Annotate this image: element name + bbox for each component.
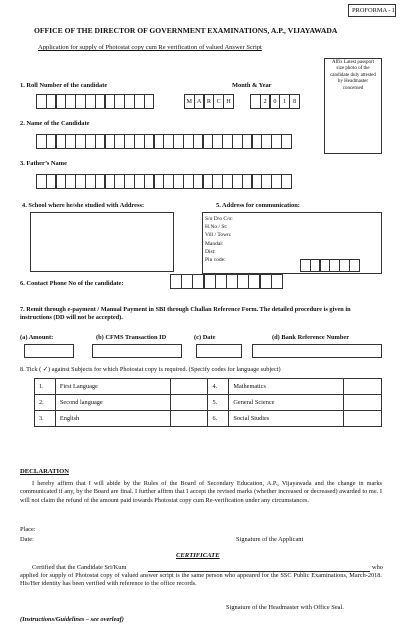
father-name-boxes[interactable] [36, 174, 291, 189]
instructions-note: (Instructions/Guidelines – see overleaf) [20, 616, 124, 623]
candidate-name-boxes[interactable] [36, 134, 291, 149]
phone-label: 6. Contact Phone No of the candidate: [20, 280, 124, 287]
phone-cell[interactable] [271, 274, 283, 289]
month-cell: R [204, 94, 215, 109]
address-line: H.No / St: [205, 224, 228, 231]
address-line: Mandal: [205, 240, 224, 247]
address-label: 5. Address for communication: [216, 202, 300, 209]
tick-box[interactable] [344, 411, 382, 427]
table-row [35, 411, 382, 427]
certificate-title: CERTIFICATE [176, 552, 220, 559]
subject-no: 6. [208, 411, 229, 427]
address-line: S/o D/o C/o: [205, 216, 233, 222]
subject-name: Mathematics [229, 379, 344, 395]
year-cell: 0 [270, 94, 281, 109]
address-line: Pin code: [205, 257, 226, 264]
subject-no: 2. [35, 395, 56, 411]
subject-name: General Science [229, 395, 344, 411]
tick-box[interactable] [344, 379, 382, 395]
pin-cell[interactable] [349, 259, 360, 272]
month-cell: M [184, 94, 195, 109]
subject-name: English [55, 411, 170, 427]
amount-input[interactable] [24, 344, 74, 358]
pin-code-boxes[interactable] [300, 259, 359, 272]
month-cell: H [223, 94, 234, 109]
father-cell[interactable] [281, 174, 292, 189]
certificate-who: who [372, 564, 384, 571]
father-name-label: 3. Father’s Name [20, 160, 67, 167]
certificate-text: applied for supply of Photostat copy of valued answer script is the same person who appeared for the SSC Public Examinations, March-2018. His/Her identity has been verified with reference to the office records. [20, 572, 382, 588]
school-label: 4. School where he/she studied with Address: [22, 202, 145, 209]
tick-box[interactable] [344, 395, 382, 411]
phone-boxes[interactable] [170, 274, 282, 289]
phone-cell[interactable] [260, 274, 272, 289]
applicant-signature: Signature of the Applicant [236, 536, 304, 543]
declaration-text: I hereby affirm that I will abide by the Rules of the Board of Secondary Education, A.P., Vijayawada and the change in marks communicated if any, by the Board are final. I further affirm that I accept the revised marks (whether increased or decreased) awarded to me. I will not claim the refund of the amount paid towards Photostat copy cum Re-verification under any circumstances. [20, 480, 382, 504]
tick-instructions: 8. Tick ( ✓) against Subjects for which Photostat copy is required. (Specify codes for language subject) [20, 366, 281, 373]
phone-cell[interactable] [192, 274, 204, 289]
subject-no: 3. [35, 411, 56, 427]
phone-cell[interactable] [170, 274, 182, 289]
phone-cell[interactable] [215, 274, 227, 289]
name-cell[interactable] [281, 134, 292, 149]
roll-number-label: 1. Roll Number of the candidate [20, 82, 108, 89]
phone-cell[interactable] [237, 274, 249, 289]
subjects-table [34, 378, 382, 427]
year-cell: 1 [279, 94, 290, 109]
tick-box[interactable] [170, 379, 208, 395]
office-title: OFFICE OF THE DIRECTOR OF GOVERNMENT EXAMINATIONS, A.P., VIJAYAWADA [34, 26, 338, 35]
month-cell: A [194, 94, 205, 109]
cfms-input[interactable] [92, 344, 182, 358]
month-boxes [184, 94, 233, 109]
phone-cell[interactable] [204, 274, 216, 289]
date-label: (c) Date [194, 334, 216, 341]
declaration-title: DECLARATION [20, 468, 69, 475]
address-line: Vill / Town: [205, 232, 232, 239]
subject-no: 1. [35, 379, 56, 395]
date-sign-label: Date: [20, 536, 34, 543]
subject-no: 5. [208, 395, 229, 411]
phone-cell[interactable] [248, 274, 260, 289]
remit-instructions: 7. Remit through e-payment / Manual Payment in SBI through Challan Reference Form. The detailed procedure is given in instructions (DD will not be accepted). [20, 306, 351, 322]
subject-name: First Language [55, 379, 170, 395]
cfms-label: (b) CFMS Transaction ID [96, 334, 167, 341]
roll-cell[interactable] [144, 94, 155, 109]
subject-name: Social Studies [229, 411, 344, 427]
candidate-name-label: 2. Name of the Candidate [20, 120, 90, 127]
year-boxes [250, 94, 299, 109]
amount-label: (a) Amount: [20, 334, 54, 341]
certificate-start: Certified that the Candidate Sri/Kum [32, 564, 127, 571]
subject-no: 4. [208, 379, 229, 395]
bank-reference-input[interactable] [252, 344, 382, 358]
table-row [35, 395, 382, 411]
address-line: Dist: [205, 248, 216, 255]
month-year-label: Month & Year [232, 82, 272, 89]
phone-cell[interactable] [181, 274, 193, 289]
bank-reference-label: (d) Bank Reference Number [272, 334, 350, 341]
school-address-box[interactable] [30, 212, 174, 272]
photo-box-text: Affix Latest passport size photo of the candidate duly attested by Headmaster concerned [330, 60, 376, 91]
proforma-text: PROFORMA - I [352, 7, 395, 14]
subject-name: Second language [55, 395, 170, 411]
year-cell: 2 [260, 94, 271, 109]
month-cell: C [213, 94, 224, 109]
roll-number-boxes[interactable] [36, 94, 154, 109]
place-label: Place: [20, 526, 36, 533]
tick-box[interactable] [170, 395, 208, 411]
table-row [35, 379, 382, 395]
date-input[interactable] [196, 344, 242, 358]
form-subtitle: Application for supply of Photostat copy cum Re verification of valued Answer Script [38, 44, 262, 51]
phone-cell[interactable] [226, 274, 238, 289]
address-lines [205, 215, 233, 264]
tick-box[interactable] [170, 411, 208, 427]
headmaster-signature: Signature of the Headmaster with Office Seal. [226, 604, 344, 611]
year-cell: 8 [289, 94, 300, 109]
